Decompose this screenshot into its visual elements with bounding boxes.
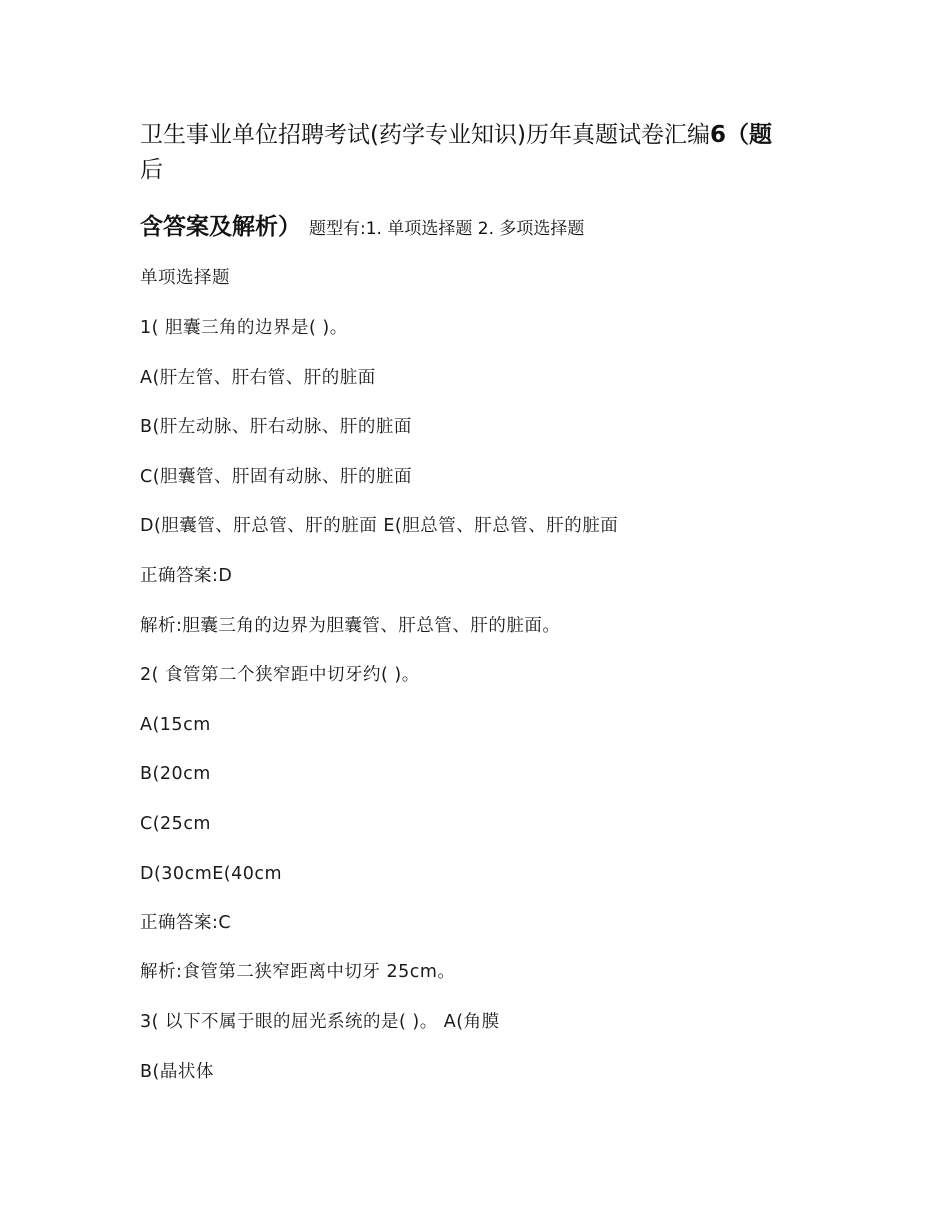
title-answer-note: 含答案及解析）	[140, 214, 301, 240]
question-2-option-d-e: D(30cmE(40cm	[140, 864, 283, 884]
title-continuation-text: 后	[140, 157, 163, 183]
question-3-option-b: B(晶状体	[140, 1062, 214, 1082]
document-title-line-1	[140, 120, 830, 150]
question-1-stem: 1( 胆囊三角的边界是( )。	[140, 318, 348, 338]
document-title-line-2	[140, 155, 830, 185]
question-1-option-c: C(胆囊管、肝固有动脉、肝的脏面	[140, 467, 413, 487]
question-2-explanation: 解析:食管第二狭窄距离中切牙 25cm。	[140, 962, 456, 982]
question-2-option-a: A(15cm	[140, 715, 211, 735]
question-1-explanation: 解析:胆囊三角的边界为胆囊管、肝总管、肝的脏面。	[140, 616, 561, 636]
section-heading: 单项选择题	[140, 268, 230, 288]
question-2-stem: 2( 食管第二个狭窄距中切牙约( )。	[140, 665, 420, 685]
question-2-option-b: B(20cm	[140, 764, 211, 784]
question-1-answer: 正确答案:D	[140, 566, 233, 586]
question-1-option-d-e: D(胆囊管、肝总管、肝的脏面 E(胆总管、肝总管、肝的脏面	[140, 516, 619, 536]
question-1-option-a: A(肝左管、肝右管、肝的脏面	[140, 368, 376, 388]
document-title-line-3	[140, 212, 830, 244]
question-1-option-b: B(肝左动脉、肝右动脉、肝的脏面	[140, 417, 412, 437]
question-types-text: 题型有:1. 单项选择题 2. 多项选择题	[309, 219, 585, 239]
title-main-text: 卫生事业单位招聘考试(药学专业知识)历年真题试卷汇编	[140, 122, 710, 148]
question-3-stem: 3( 以下不属于眼的屈光系统的是( )。 A(角膜	[140, 1012, 500, 1032]
title-bold-text: 6（题	[709, 122, 772, 148]
question-2-answer: 正确答案:C	[140, 913, 232, 933]
question-2-option-c: C(25cm	[140, 814, 211, 834]
